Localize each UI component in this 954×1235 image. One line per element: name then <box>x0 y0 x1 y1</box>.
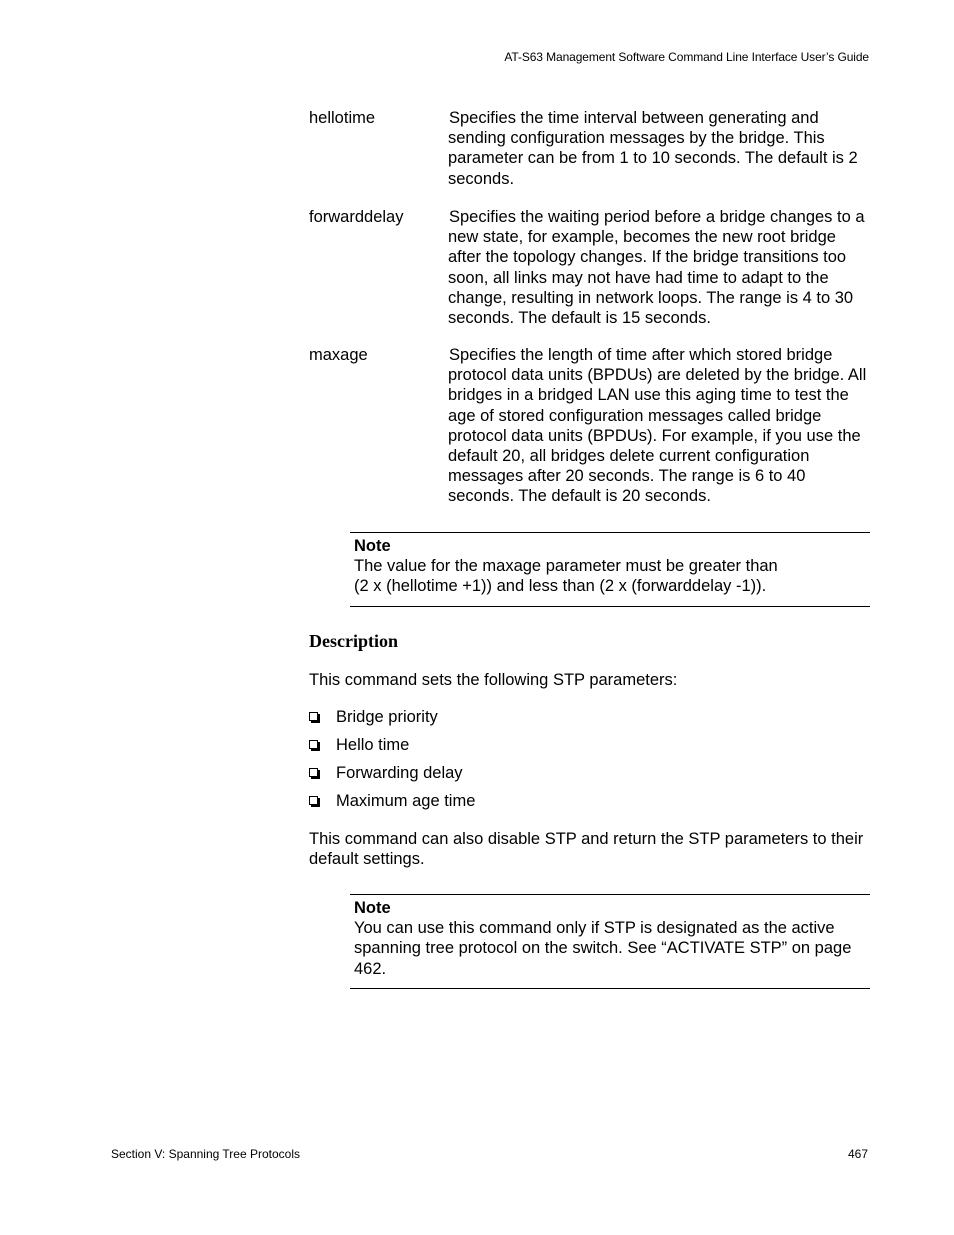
list-item-label: Maximum age time <box>336 792 476 810</box>
description-intro: This command sets the following STP parameters: <box>309 671 678 689</box>
note-title: Note <box>354 537 391 555</box>
checkbox-bullet-icon <box>309 796 318 805</box>
list-item-label: Bridge priority <box>336 708 438 726</box>
checkbox-bullet-icon <box>309 740 318 749</box>
note-title: Note <box>354 899 391 917</box>
parameter-hellotime <box>309 108 869 189</box>
parameter-maxage <box>309 345 869 507</box>
parameter-name: maxage <box>309 346 368 364</box>
parameter-name: forwarddelay <box>309 208 404 226</box>
note-box-activate-stp <box>350 894 870 989</box>
parameter-description: Specifies the length of time after which stored bridge protocol data units (BPDUs) are deleted by the bridge. All bridges in a bridged LAN use this aging time to test the age of stored configuration messages called bridge protocol data units (BPDUs). For example, if you use the default 20, all bridges delete current configuration messages after 20 seconds. The range is 6 to 40 seconds. The default is 20 seconds. <box>448 346 867 506</box>
note-box-maxage <box>350 532 870 607</box>
list-item <box>309 762 475 790</box>
list-item-label: Forwarding delay <box>336 764 463 782</box>
checkbox-bullet-icon <box>309 768 318 777</box>
parameter-forwarddelay <box>309 207 869 328</box>
description-closing: This command can also disable STP and return the STP parameters to their default settings. <box>309 830 864 869</box>
list-item <box>309 790 475 818</box>
section-heading-description: Description <box>309 631 398 651</box>
footer-page-number: 467 <box>847 1147 868 1161</box>
list-item-label: Hello time <box>336 736 410 754</box>
stp-parameter-list <box>309 706 475 818</box>
running-header: AT-S63 Management Software Command Line Interface User’s Guide <box>504 50 869 64</box>
list-item <box>309 706 475 734</box>
checkbox-bullet-icon <box>309 712 318 721</box>
note-text: You can use this command only if STP is designated as the active spanning tree protocol on the switch. See “ACTIVATE STP” on page 462. <box>354 919 852 978</box>
note-text-line: (2 x (hellotime +1)) and less than (2 x (forwarddelay -1)). <box>354 577 767 596</box>
footer-section-title: Section V: Spanning Tree Protocols <box>111 1147 300 1161</box>
parameter-description: Specifies the time interval between generating and sending configuration messages by the bridge. This parameter can be from 1 to 10 seconds. The default is 2 seconds. <box>448 109 858 188</box>
note-text-line: The value for the maxage parameter must be greater than <box>354 557 778 576</box>
list-item <box>309 734 475 762</box>
parameter-description: Specifies the waiting period before a bridge changes to a new state, for example, becomes the new root bridge after the topology changes. If the bridge transitions too soon, all links may not have had time to adapt to the change, resulting in network loops. The range is 4 to 30 seconds. The default is 15 seconds. <box>448 208 865 328</box>
parameter-name: hellotime <box>309 109 376 127</box>
